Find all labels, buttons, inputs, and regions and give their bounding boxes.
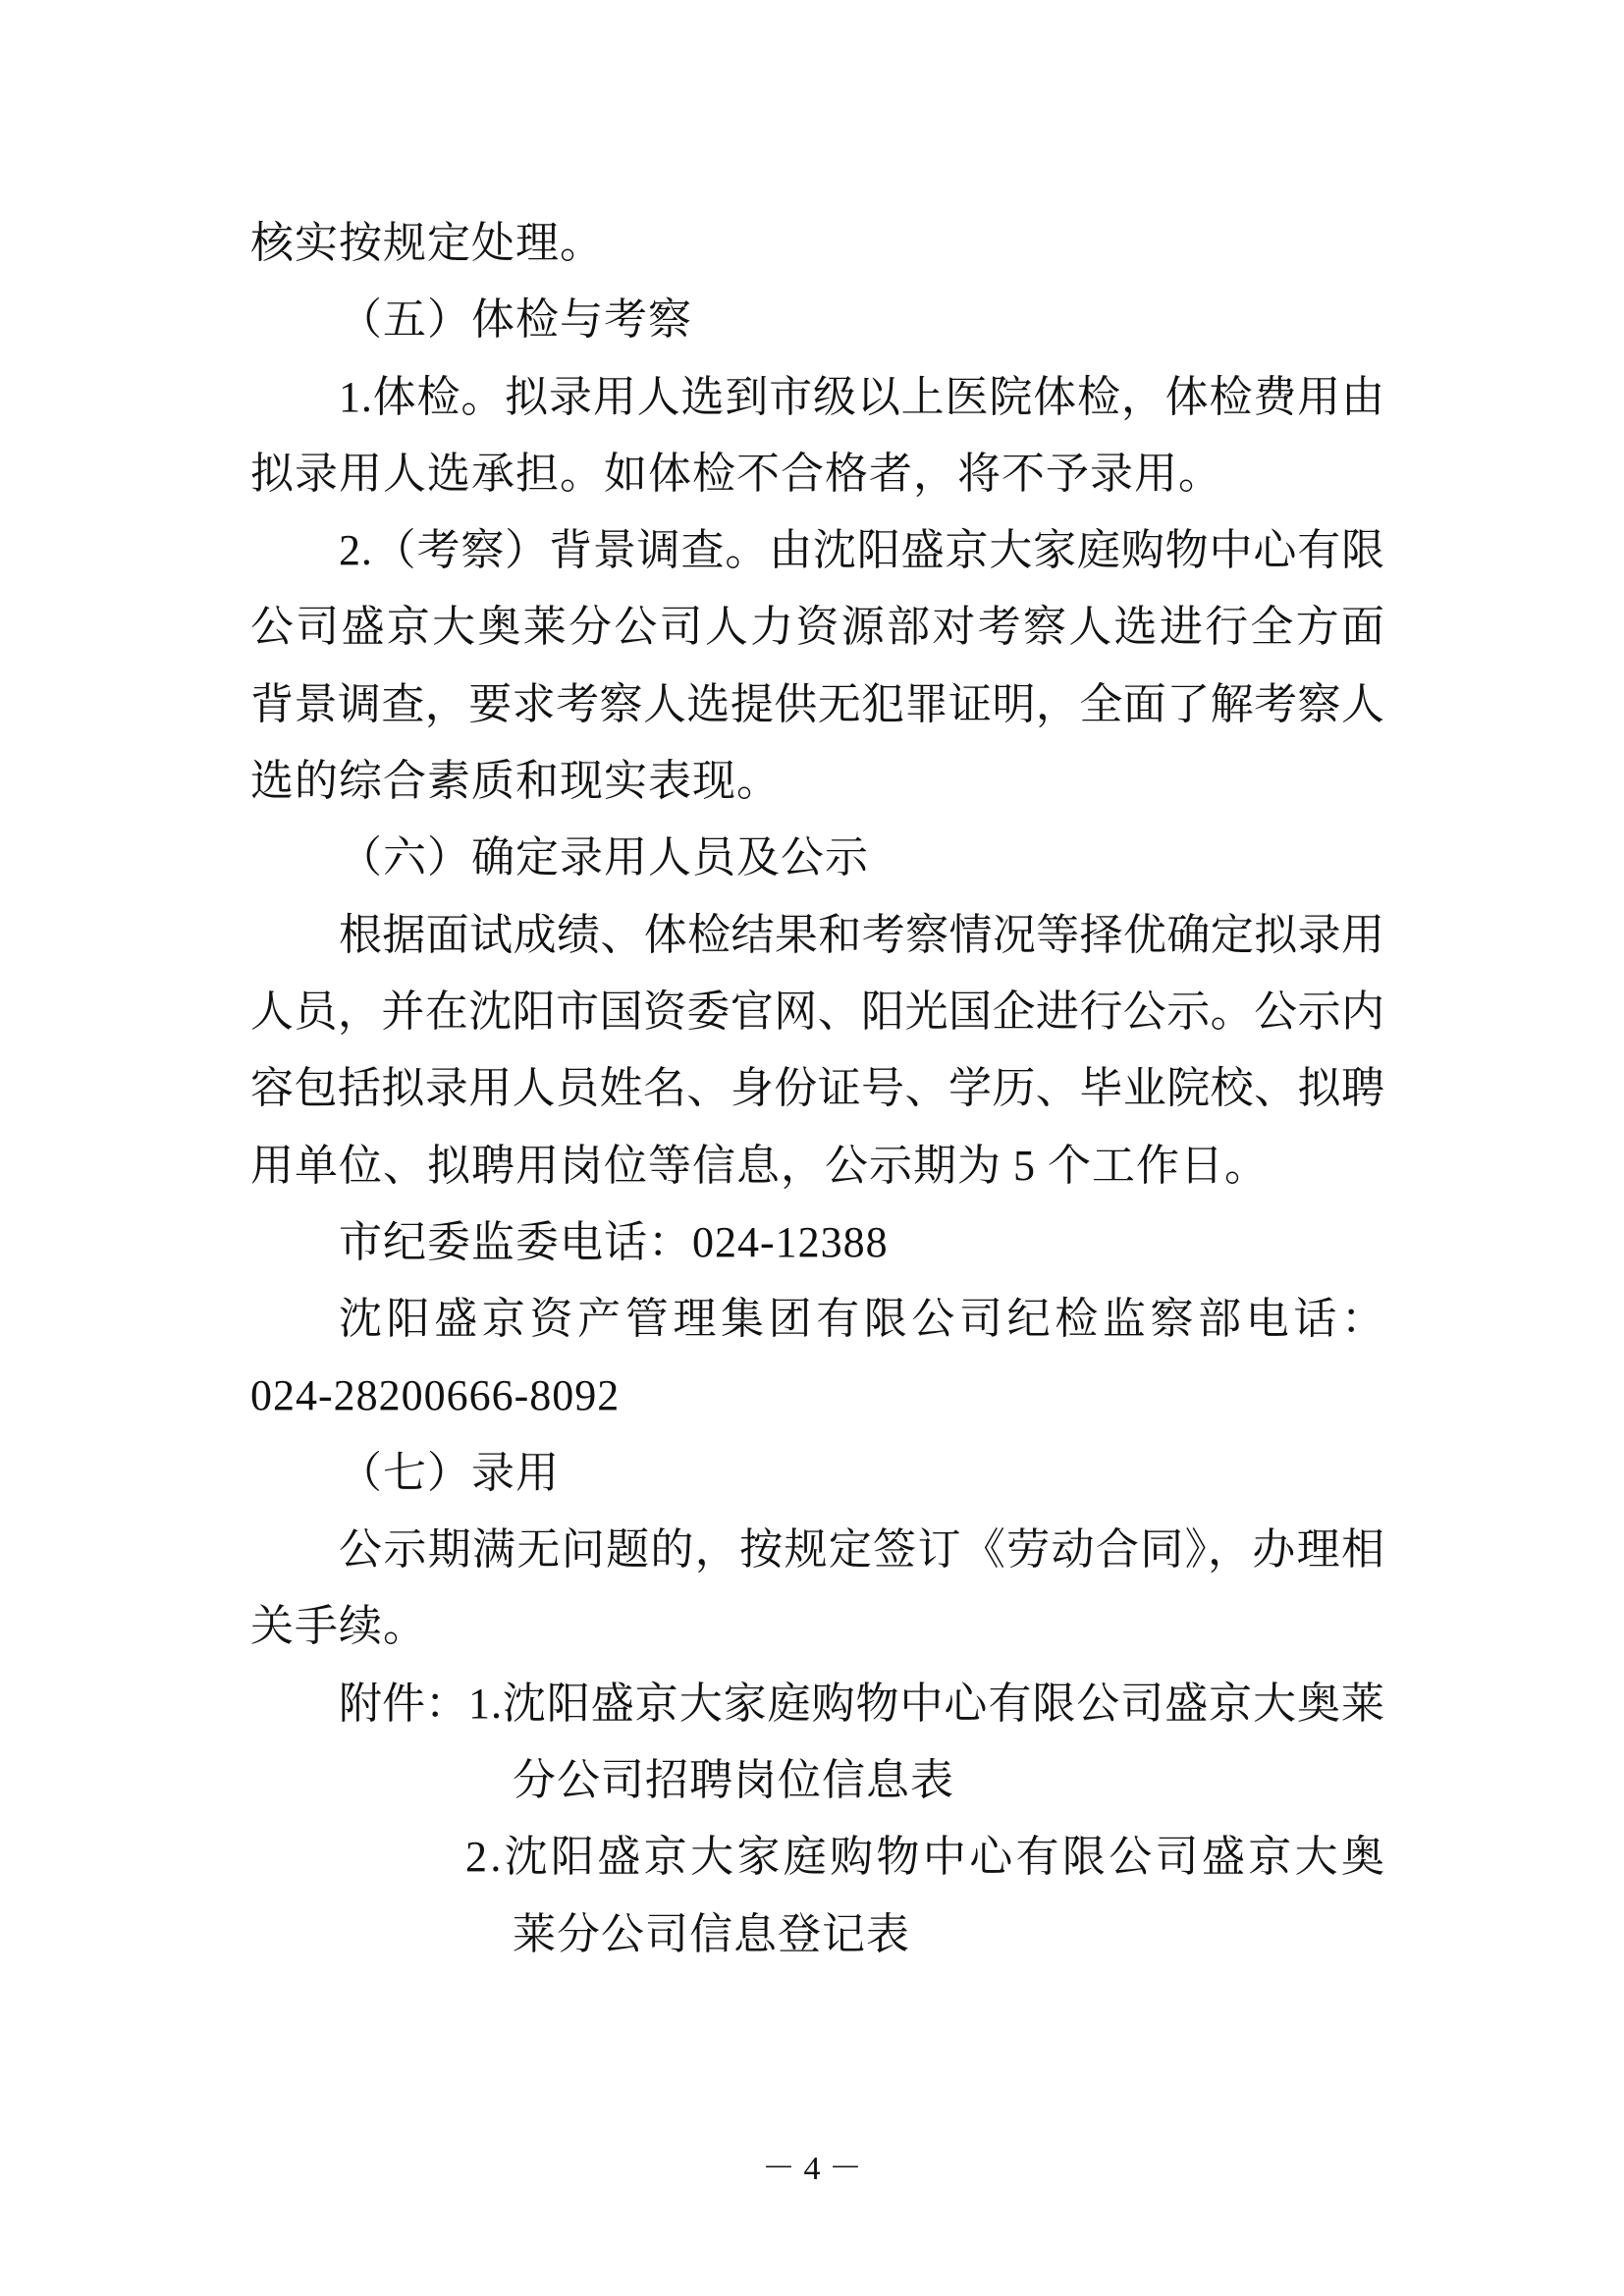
section-heading: （七）录用 [339,1448,560,1497]
attachment-item-1 [250,1666,1384,1742]
hotline-group: 沈阳盛京资产管理集团有限公司纪检监察部电话： [339,1295,1389,1344]
hotline-group-number: 024-28200666-8092 [250,1371,621,1420]
paragraph-line: 公司盛京大奥莱分公司人力资源部对考察人选进行全方面 [250,603,1387,652]
paragraph-line: 用单位、拟聘用岗位等信息，公示期为 5 个工作日。 [250,1141,1269,1190]
paragraph-line: 公示期满无问题的，按规定签订《劳动合同》，办理相 [339,1525,1386,1575]
paragraph-line: 选的综合素质和现实表现。 [250,757,781,806]
hotline-municipal: 市纪委监委电话：024-12388 [339,1217,889,1266]
attachments-label: 附件： [339,1679,468,1728]
attachment-item-2: 2.沈阳盛京大家庭购物中心有限公司盛京大奥 [465,1833,1388,1882]
page-number: － 4 － [762,2151,862,2187]
paragraph-line: 关手续。 [250,1602,427,1651]
paragraph-line: 1.体检。拟录用人选到市级以上医院体检，体检费用由 [339,372,1385,421]
section-heading: （六）确定录用人员及公示 [339,833,869,882]
paragraph-line: 拟录用人选承担。如体检不合格者，将不予录用。 [250,449,1222,498]
attachment-item-text: 莱分公司信息登记表 [513,1909,910,1958]
attachment-item-text: 1.沈阳盛京大家庭购物中心有限公司盛京大奥莱 [468,1679,1385,1728]
section-heading: （五）体检与考察 [339,295,692,345]
paragraph-line: 人员，并在沈阳市国资委官网、阳光国企进行公示。公示内 [250,987,1385,1036]
paragraph-line: 核实按规定处理。 [250,219,604,267]
paragraph-line: 容包括拟录用人员姓名、身份证号、学历、毕业院校、拟聘 [250,1064,1385,1113]
document-body [250,205,1389,1973]
attachment-item-text: 分公司招聘岗位信息表 [513,1755,954,1804]
paragraph-line: 2.（考察）背景调查。由沈阳盛京大家庭购物中心有限 [339,526,1385,575]
paragraph-line: 背景调查，要求考察人选提供无犯罪证明，全面了解考察人 [250,679,1385,728]
paragraph-line: 根据面试成绩、体检结果和考察情况等择优确定拟录用 [339,910,1385,959]
